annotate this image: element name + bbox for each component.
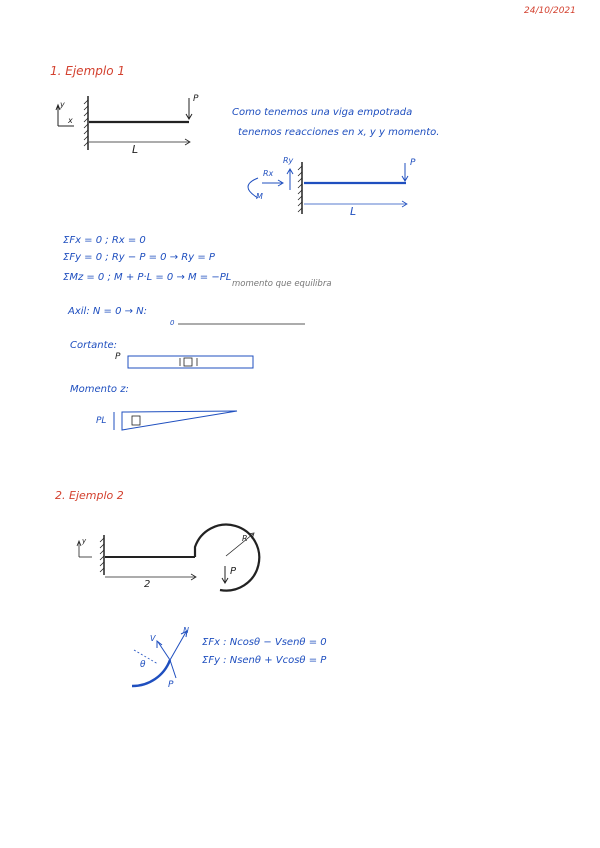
example2-label-v: V [150,634,156,643]
example1-desc-line1: Como tenemos una viga empotrada [232,107,413,118]
example2-load: P [230,566,237,577]
example1-fbd-load: P [410,158,416,168]
example2-length: 2 [144,579,151,590]
example1-shear-value: P [115,352,121,362]
example1-shear-label: Cortante: [70,340,118,351]
example1-eq2: ΣFy = 0 ; Ry − P = 0 → Ry = P [63,252,215,263]
example2-eq1: ΣFx : Ncosθ − Vsenθ = 0 [202,637,327,648]
example1-heading: 1. Ejemplo 1 [50,64,125,78]
example2-axis-y: y [82,537,87,545]
example1-moment-value: PL [96,416,107,426]
example2-label-n: N [183,626,189,635]
example1-fbd-length: L [350,205,357,218]
example1-eq3-note: momento que equilibra [232,279,332,289]
example1-axial-zero: 0 [170,319,175,327]
example1-axis-y: y [60,100,65,109]
example2-eq2: ΣFy : Nsenθ + Vcosθ = P [202,655,327,666]
example1-fbd-ry: Ry [283,156,294,165]
example1-axial-label: Axil: N = 0 → N: [68,306,148,317]
example2-label-p: P [168,680,174,690]
example2-radius: R [242,534,248,543]
example1-fbd-rx: Rx [263,169,274,178]
example1-axis-x: x [68,116,73,125]
example1-load-label: P [193,94,199,104]
example1-moment-label: Momento z: [70,384,129,395]
example1-length-label: L [132,143,139,156]
example1-eq1: ΣFx = 0 ; Rx = 0 [63,235,146,246]
example2-label-theta: θ [140,660,146,670]
example1-fbd-m: M [256,192,263,201]
example2-heading: 2. Ejemplo 2 [55,489,124,502]
page-date: 24/10/2021 [524,6,576,16]
example1-desc-line2: tenemos reacciones en x, y y momento. [238,127,440,138]
example1-eq3: ΣMz = 0 ; M + P·L = 0 → M = −PL [63,272,232,283]
